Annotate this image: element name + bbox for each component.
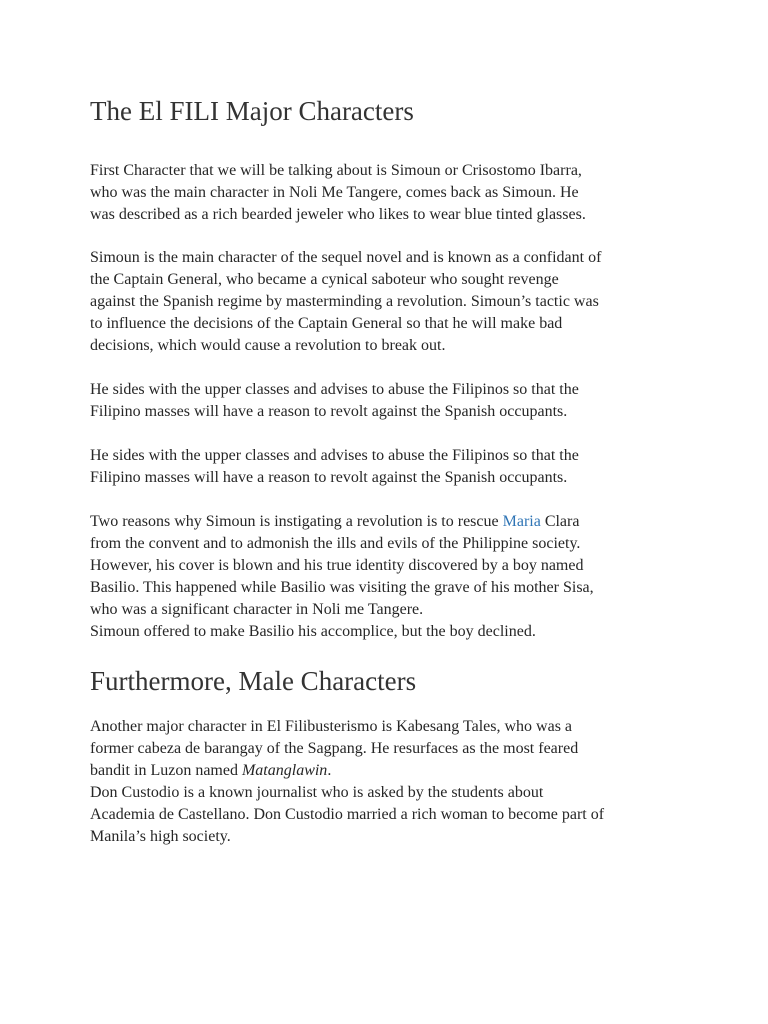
paragraph-line: He sides with the upper classes and advises to abuse the Filipinos so that the: [90, 447, 579, 464]
maria-link[interactable]: Maria: [502, 513, 541, 530]
paragraph-line: former cabeza de barangay of the Sagpang. He resurfaces as the most feared: [90, 740, 579, 757]
paragraph-line: decisions, which would cause a revolution to break out.: [90, 337, 446, 354]
paragraph-line: against the Spanish regime by masterminding a revolution. Simoun’s tactic was: [90, 293, 599, 310]
paragraph-line: First Character that we will be talking about is Simoun or Crisostomo Ibarra,: [90, 162, 582, 179]
paragraph-line: was described as a rich bearded jeweler who likes to wear blue tinted glasses.: [90, 206, 586, 223]
text-run: Clara: [540, 513, 580, 530]
paragraph-simoun-role: [90, 247, 690, 357]
paragraph-line: who was a significant character in Noli me Tangere.: [90, 601, 424, 618]
paragraph-line: to influence the decisions of the Captain General so that he will make bad: [90, 315, 563, 332]
paragraph-male-characters: [90, 716, 690, 848]
paragraph-line: from the convent and to admonish the ills and evils of the Philippine society.: [90, 535, 581, 552]
paragraph-line: who was the main character in Noli Me Tangere, comes back as Simoun. He: [90, 184, 579, 201]
paragraph-line: Don Custodio is a known journalist who is asked by the students about: [90, 784, 544, 801]
paragraph-line: Academia de Castellano. Don Custodio married a rich woman to become part of: [90, 806, 605, 823]
paragraph-line: [90, 511, 690, 533]
italic-name: Matanglawin: [241, 762, 328, 779]
paragraph-line: Filipino masses will have a reason to revolt against the Spanish occupants.: [90, 469, 568, 486]
paragraph-intro: [90, 160, 690, 226]
paragraph-line: Manila’s high society.: [90, 828, 231, 845]
paragraph-line: [90, 760, 690, 782]
paragraph-line: Basilio. This happened while Basilio was visiting the grave of his mother Sisa,: [90, 579, 594, 596]
text-run: bandit in Luzon named: [90, 762, 242, 779]
paragraph-line: Filipino masses will have a reason to revolt against the Spanish occupants.: [90, 403, 568, 420]
paragraph-line: Simoun offered to make Basilio his accomplice, but the boy declined.: [90, 623, 536, 640]
section-heading-major-characters: The El FILI Major Characters: [90, 96, 414, 126]
paragraph-line: the Captain General, who became a cynical saboteur who sought revenge: [90, 271, 559, 288]
text-run: .: [327, 762, 332, 779]
text-run: Two reasons why Simoun is instigating a revolution is to rescue: [90, 513, 503, 530]
paragraph-upper-classes: [90, 379, 690, 423]
section-heading-male-characters: Furthermore, Male Characters: [90, 666, 417, 696]
paragraph-line: He sides with the upper classes and advises to abuse the Filipinos so that the: [90, 381, 579, 398]
paragraph-upper-classes-repeat: [90, 445, 690, 489]
paragraph-line: However, his cover is blown and his true identity discovered by a boy named: [90, 557, 584, 574]
paragraph-line: Simoun is the main character of the sequel novel and is known as a confidant of: [90, 249, 602, 266]
paragraph-two-reasons: [90, 511, 690, 643]
paragraph-line: Another major character in El Filibusterismo is Kabesang Tales, who was a: [90, 718, 573, 735]
